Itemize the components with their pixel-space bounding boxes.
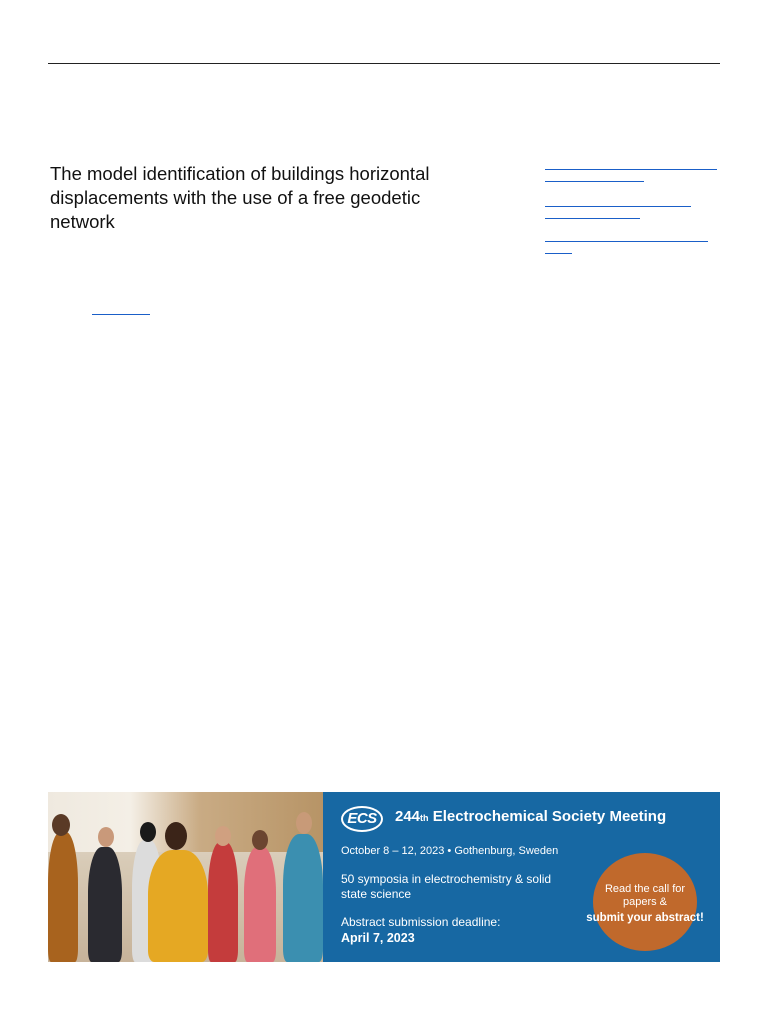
meeting-suffix: th	[420, 813, 429, 823]
ecs-logo: ECS	[341, 806, 383, 832]
meeting-dates-location: October 8 – 12, 2023 • Gothenburg, Sweden	[341, 845, 559, 857]
ecs-meeting-banner[interactable]	[48, 792, 720, 962]
related-link-3[interactable]	[545, 236, 720, 250]
cta-text: Read the call for papers &	[604, 883, 686, 908]
cta-emphasis: submit your abstract!	[586, 912, 704, 924]
related-links	[545, 164, 720, 275]
header-divider	[48, 63, 720, 64]
banner-info	[338, 792, 720, 962]
author-link[interactable]	[92, 314, 150, 315]
meeting-title	[395, 808, 666, 825]
related-link-1[interactable]	[545, 164, 720, 178]
submit-abstract-button[interactable]	[586, 853, 704, 951]
deadline-label: Abstract submission deadline:	[341, 915, 501, 929]
symposia-text: 50 symposia in electrochemistry & solid state science	[341, 872, 552, 901]
meeting-number: 244	[395, 808, 421, 825]
related-link-2[interactable]	[545, 201, 720, 215]
article-title: The model identification of buildings horizontal displacements with the use of a free geodetic network	[50, 163, 430, 232]
attendees-photo	[48, 792, 323, 962]
deadline-date: April 7, 2023	[341, 931, 415, 945]
meeting-name: Electrochemical Society Meeting	[428, 808, 667, 825]
